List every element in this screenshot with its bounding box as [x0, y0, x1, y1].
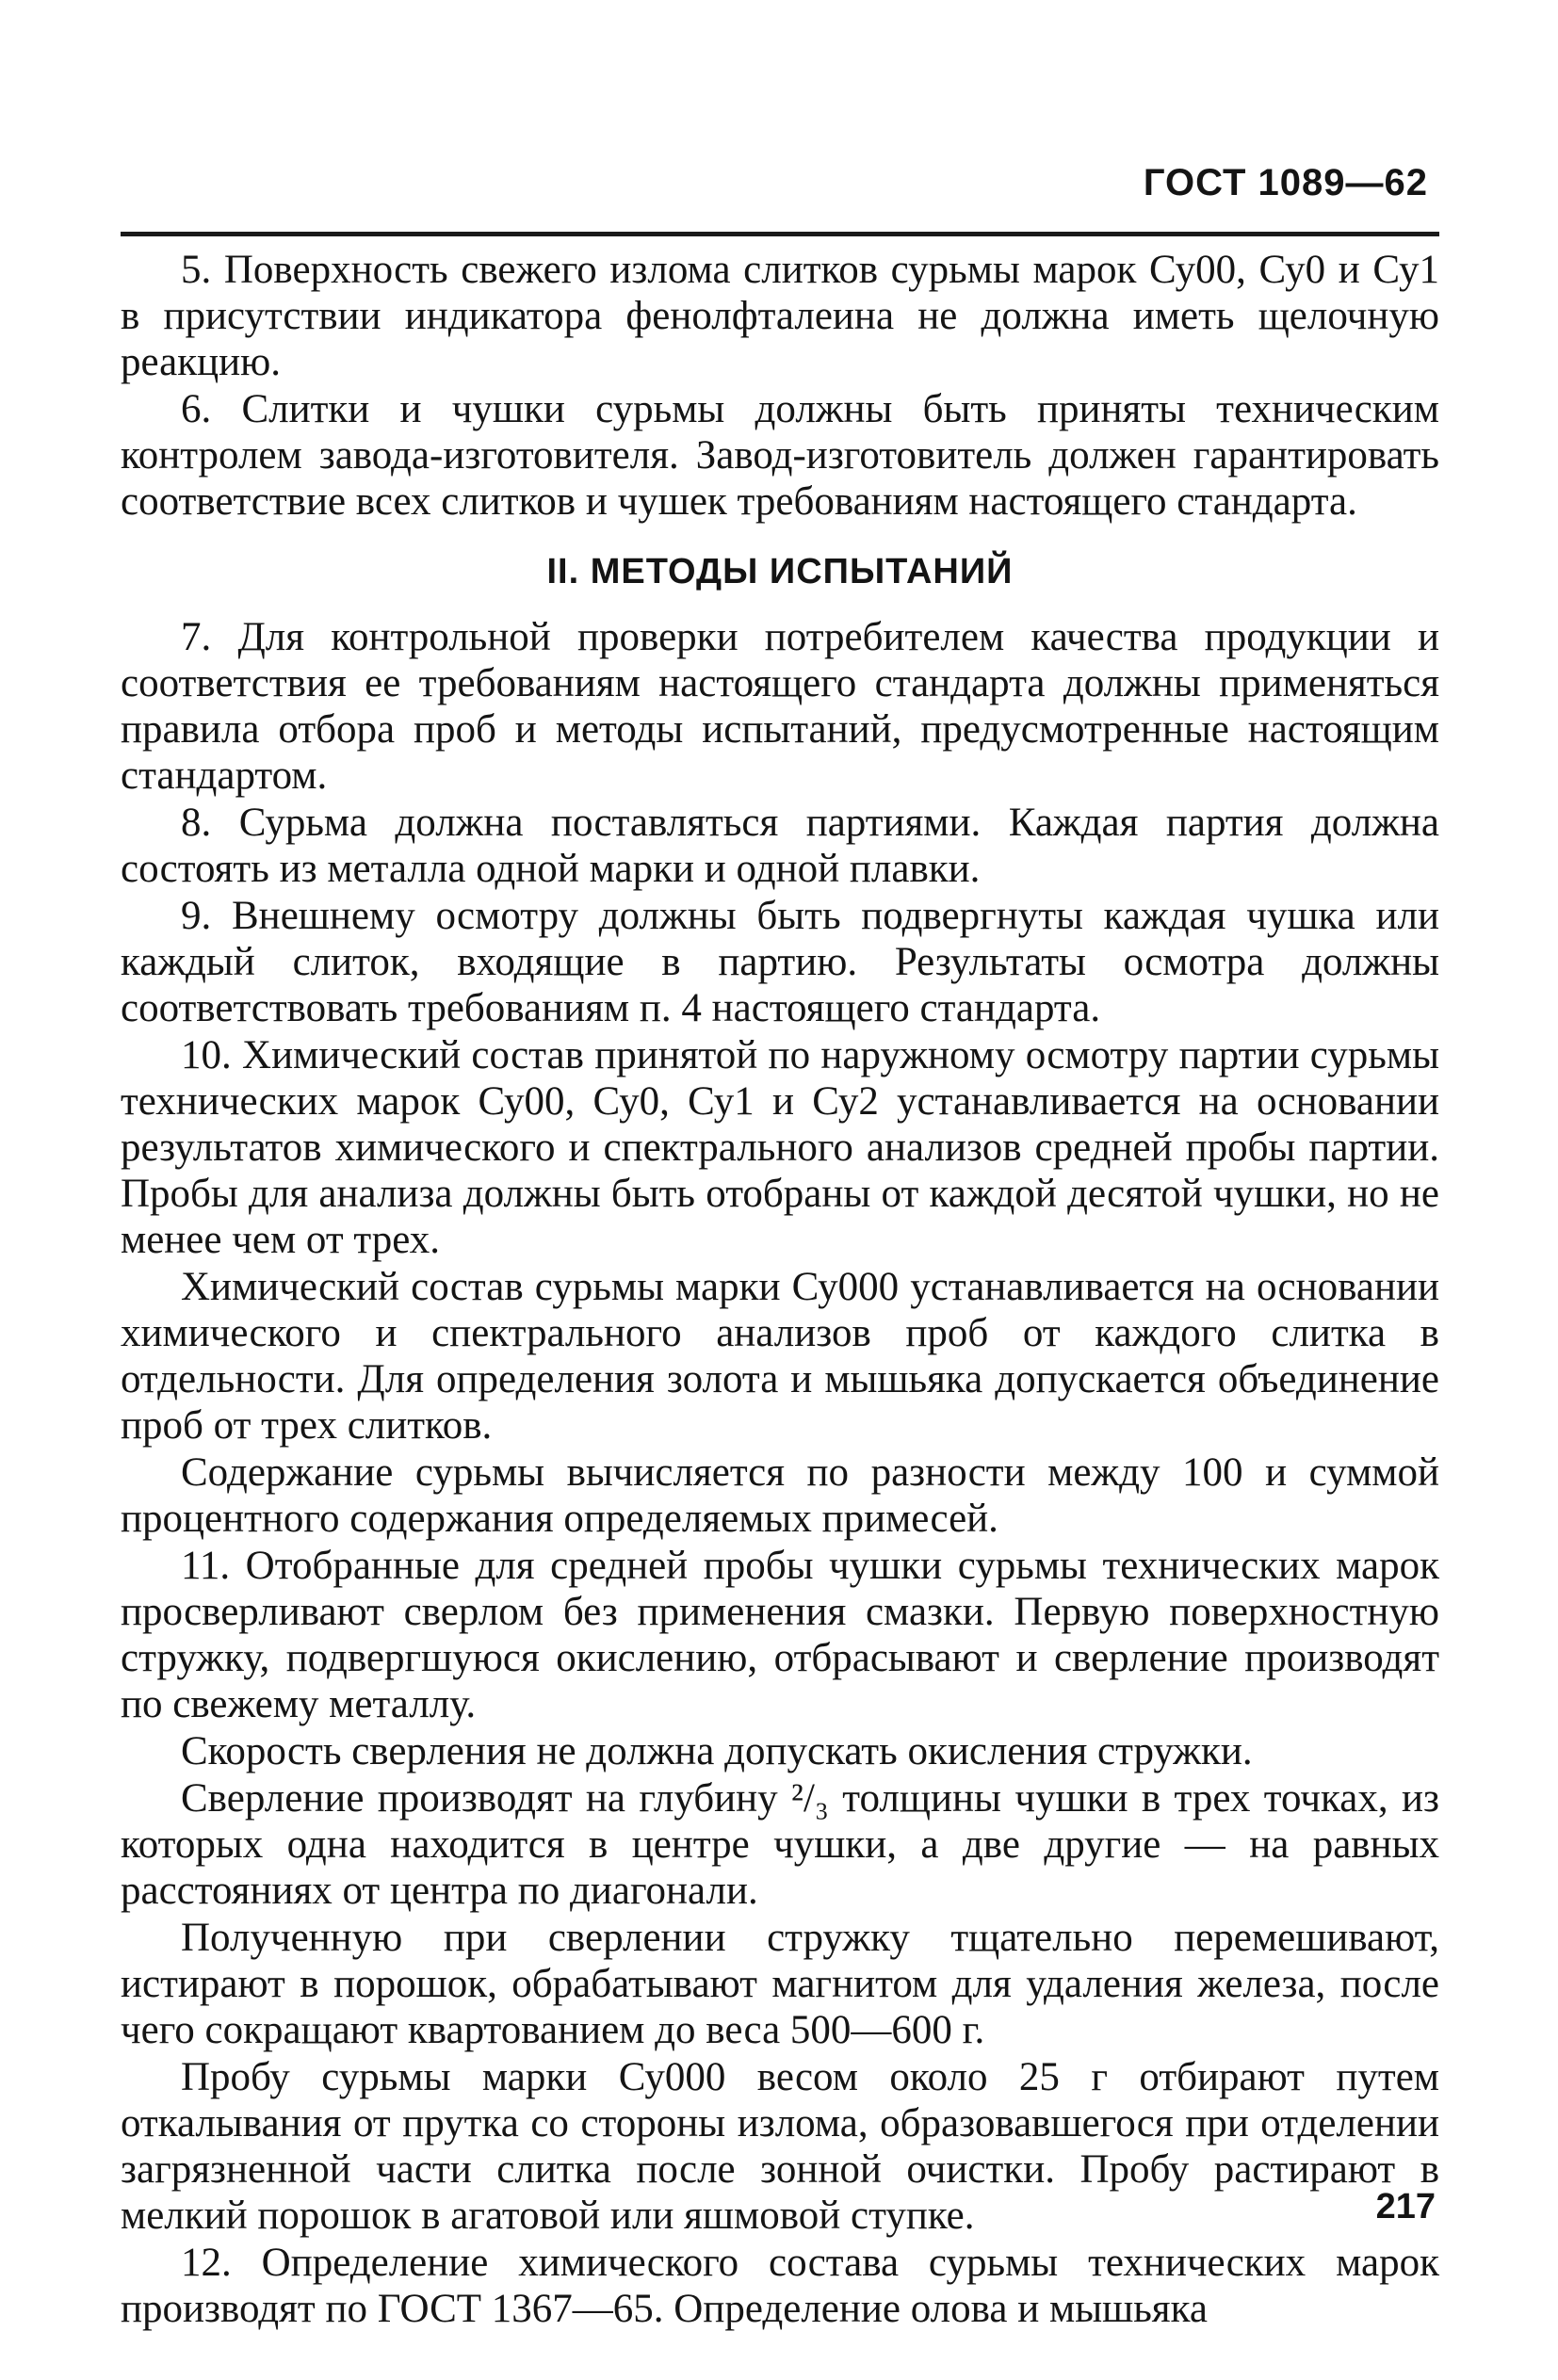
paragraph-6: 6. Слитки и чушки сурьмы должны быть приняты техническим контролем завода-изготовителя. Завод-изготовитель должен гарантировать соответствие всех слитков и чушек требованиям настоящего стандарта.: [121, 387, 1439, 524]
paragraph-11-cont-depth: Сверление производят на глубину ²/₃ толщины чушки в трех точках, из которых одна находится в центре чушки, а две другие — на равных расстояниях от центра по диагонали.: [121, 1776, 1439, 1913]
paragraph-7: 7. Для контрольной проверки потребителем качества продукции и соответствия ее требованиям настоящего стандарта должны применяться правила отбора проб и методы испытаний, предусмотренные настоящим стандартом.: [121, 615, 1439, 798]
paragraph-5: 5. Поверхность свежего излома слитков сурьмы марок Су00, Су0 и Су1 в присутствии индикатора фенолфталеина не должна иметь щелочную реакцию.: [121, 248, 1439, 384]
paragraph-11-cont-speed: Скорость сверления не должна допускать окисления стружки.: [181, 1729, 1253, 1773]
document-body: [121, 247, 1439, 2332]
paragraph-11: 11. Отобранные для средней пробы чушки сурьмы технических марок просверливают сверлом без применения смазки. Первую поверхностную стружку, подвергшуюся окислению, отбрасывают и сверление производят по свежему металлу.: [121, 1544, 1439, 1726]
paragraph-10-cont-content: Содержание сурьмы вычисляется по разности между 100 и суммой процентного содержания определяемых примесей.: [121, 1450, 1439, 1541]
paragraph-12: 12. Определение химического состава сурьмы технических марок производят по ГОСТ 1367—65. Определение олова и мышьяка: [121, 2241, 1439, 2331]
page-header: [121, 160, 1439, 236]
paragraph-8: 8. Сурьма должна поставляться партиями. Каждая партия должна состоять из металла одной марки и одной плавки.: [121, 801, 1439, 891]
paragraph-11-cont-mixing: Полученную при сверлении стружку тщательно перемешивают, истирают в порошок, обрабатывают магнитом для удаления железа, после чего сокращают квартованием до веса 500—600 г.: [121, 1916, 1439, 2052]
standard-title: ГОСТ 1089—62: [1143, 162, 1428, 203]
page-number: 217: [1375, 2187, 1436, 2226]
paragraph-10-cont-su000: Химический состав сурьмы марки Су000 устанавливается на основании химического и спектрального анализов проб от каждого слитка в отдельности. Для определения золота и мышьяка допускается объединение проб от трех слитков.: [121, 1265, 1439, 1448]
paragraph-10: 10. Химический состав принятой по наружному осмотру партии сурьмы технических марок Су00, Су0, Су1 и Су2 устанавливается на основании результатов химического и спектрального анализов средней пробы партии. Пробы для анализа должны быть отобраны от каждой десятой чушки, но не менее чем от трех.: [121, 1033, 1439, 1262]
section-heading: II. МЕТОДЫ ИСПЫТАНИЙ: [546, 552, 1014, 591]
paragraph-9: 9. Внешнему осмотру должны быть подвергнуты каждая чушка или каждый слиток, входящие в партию. Результаты осмотра должны соответствовать требованиям п. 4 настоящего стандарта.: [121, 894, 1439, 1030]
paragraph-11-cont-su000-sample: Пробу сурьмы марки Су000 весом около 25 г отбирают путем откалывания от прутка со стороны излома, образовавшегося при отделении загрязненной части слитка после зонной очистки. Пробу растирают в мелкий порошок в агатовой или яшмовой ступке.: [121, 2055, 1439, 2238]
